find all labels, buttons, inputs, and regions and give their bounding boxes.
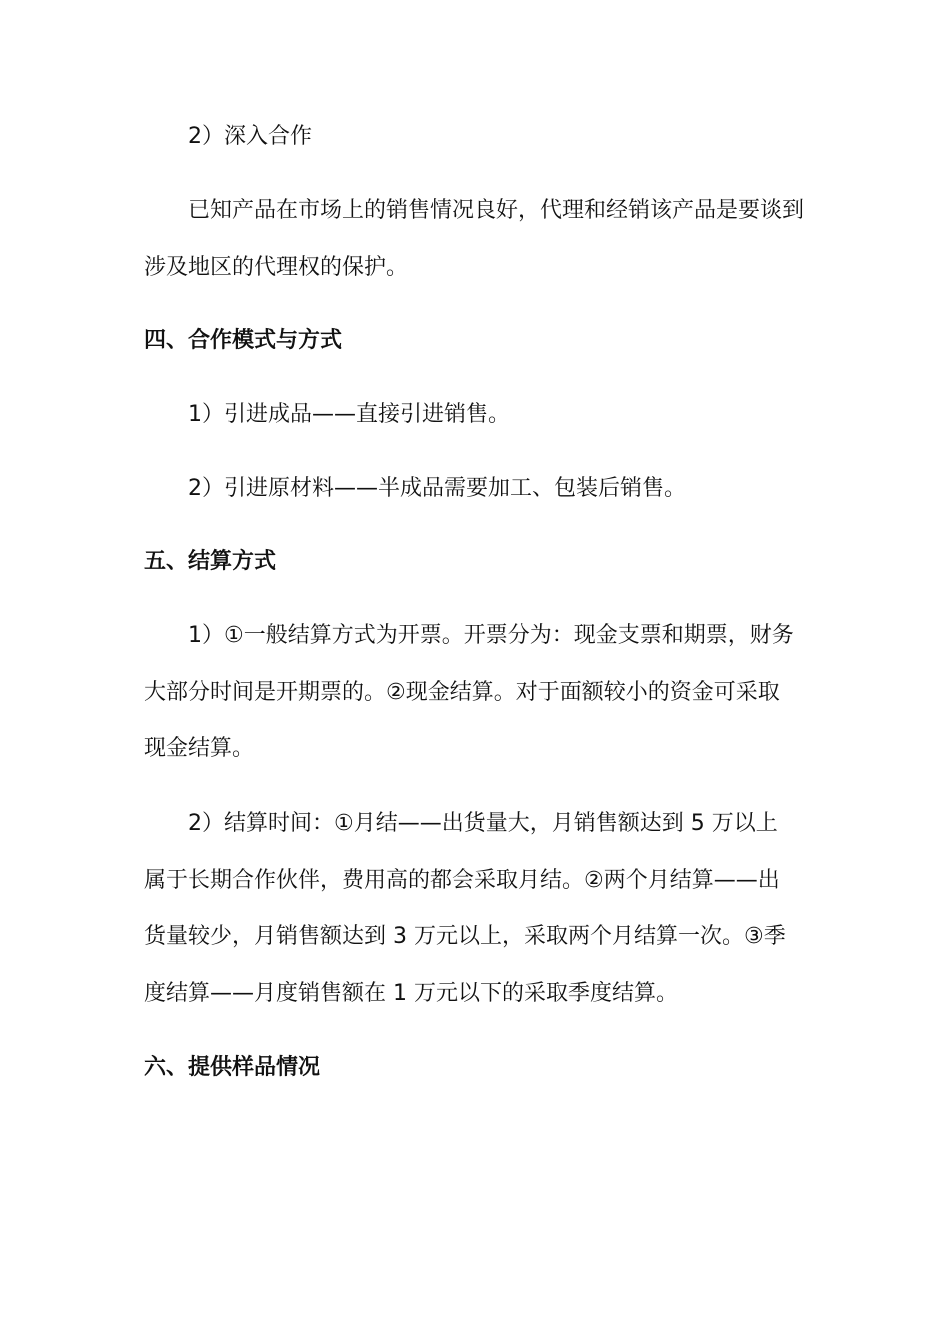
section-heading-settlement: 五、结算方式 [144,549,277,574]
section-heading-samples: 六、提供样品情况 [144,1055,321,1080]
paragraph-settlement-time-line-1: 2）结算时间：①月结——出货量大，月销售额达到 5 万以上 [188,811,778,836]
paragraph-settlement-line-1: 1）①一般结算方式为开票。开票分为：现金支票和期票，财务 [188,623,794,648]
item-import-finished: 1）引进成品——直接引进销售。 [188,402,510,427]
item-deep-cooperation: 2）深入合作 [188,124,312,149]
paragraph-market-line-1: 已知产品在市场上的销售情况良好，代理和经销该产品是要谈到 [188,198,805,223]
paragraph-settlement-time-line-4: 度结算——月度销售额在 1 万元以下的采取季度结算。 [144,981,678,1006]
paragraph-settlement-time-line-3: 货量较少，月销售额达到 3 万元以上，采取两个月结算一次。③季 [144,924,786,949]
paragraph-settlement-time-line-2: 属于长期合作伙伴，费用高的都会采取月结。②两个月结算——出 [144,868,780,893]
section-heading-cooperation-mode: 四、合作模式与方式 [144,328,343,353]
paragraph-settlement-line-2: 大部分时间是开期票的。②现金结算。对于面额较小的资金可采取 [144,680,780,705]
item-import-raw: 2）引进原材料——半成品需要加工、包装后销售。 [188,476,686,501]
paragraph-market-line-2: 涉及地区的代理权的保护。 [144,255,409,280]
paragraph-settlement-line-3: 现金结算。 [144,736,255,761]
